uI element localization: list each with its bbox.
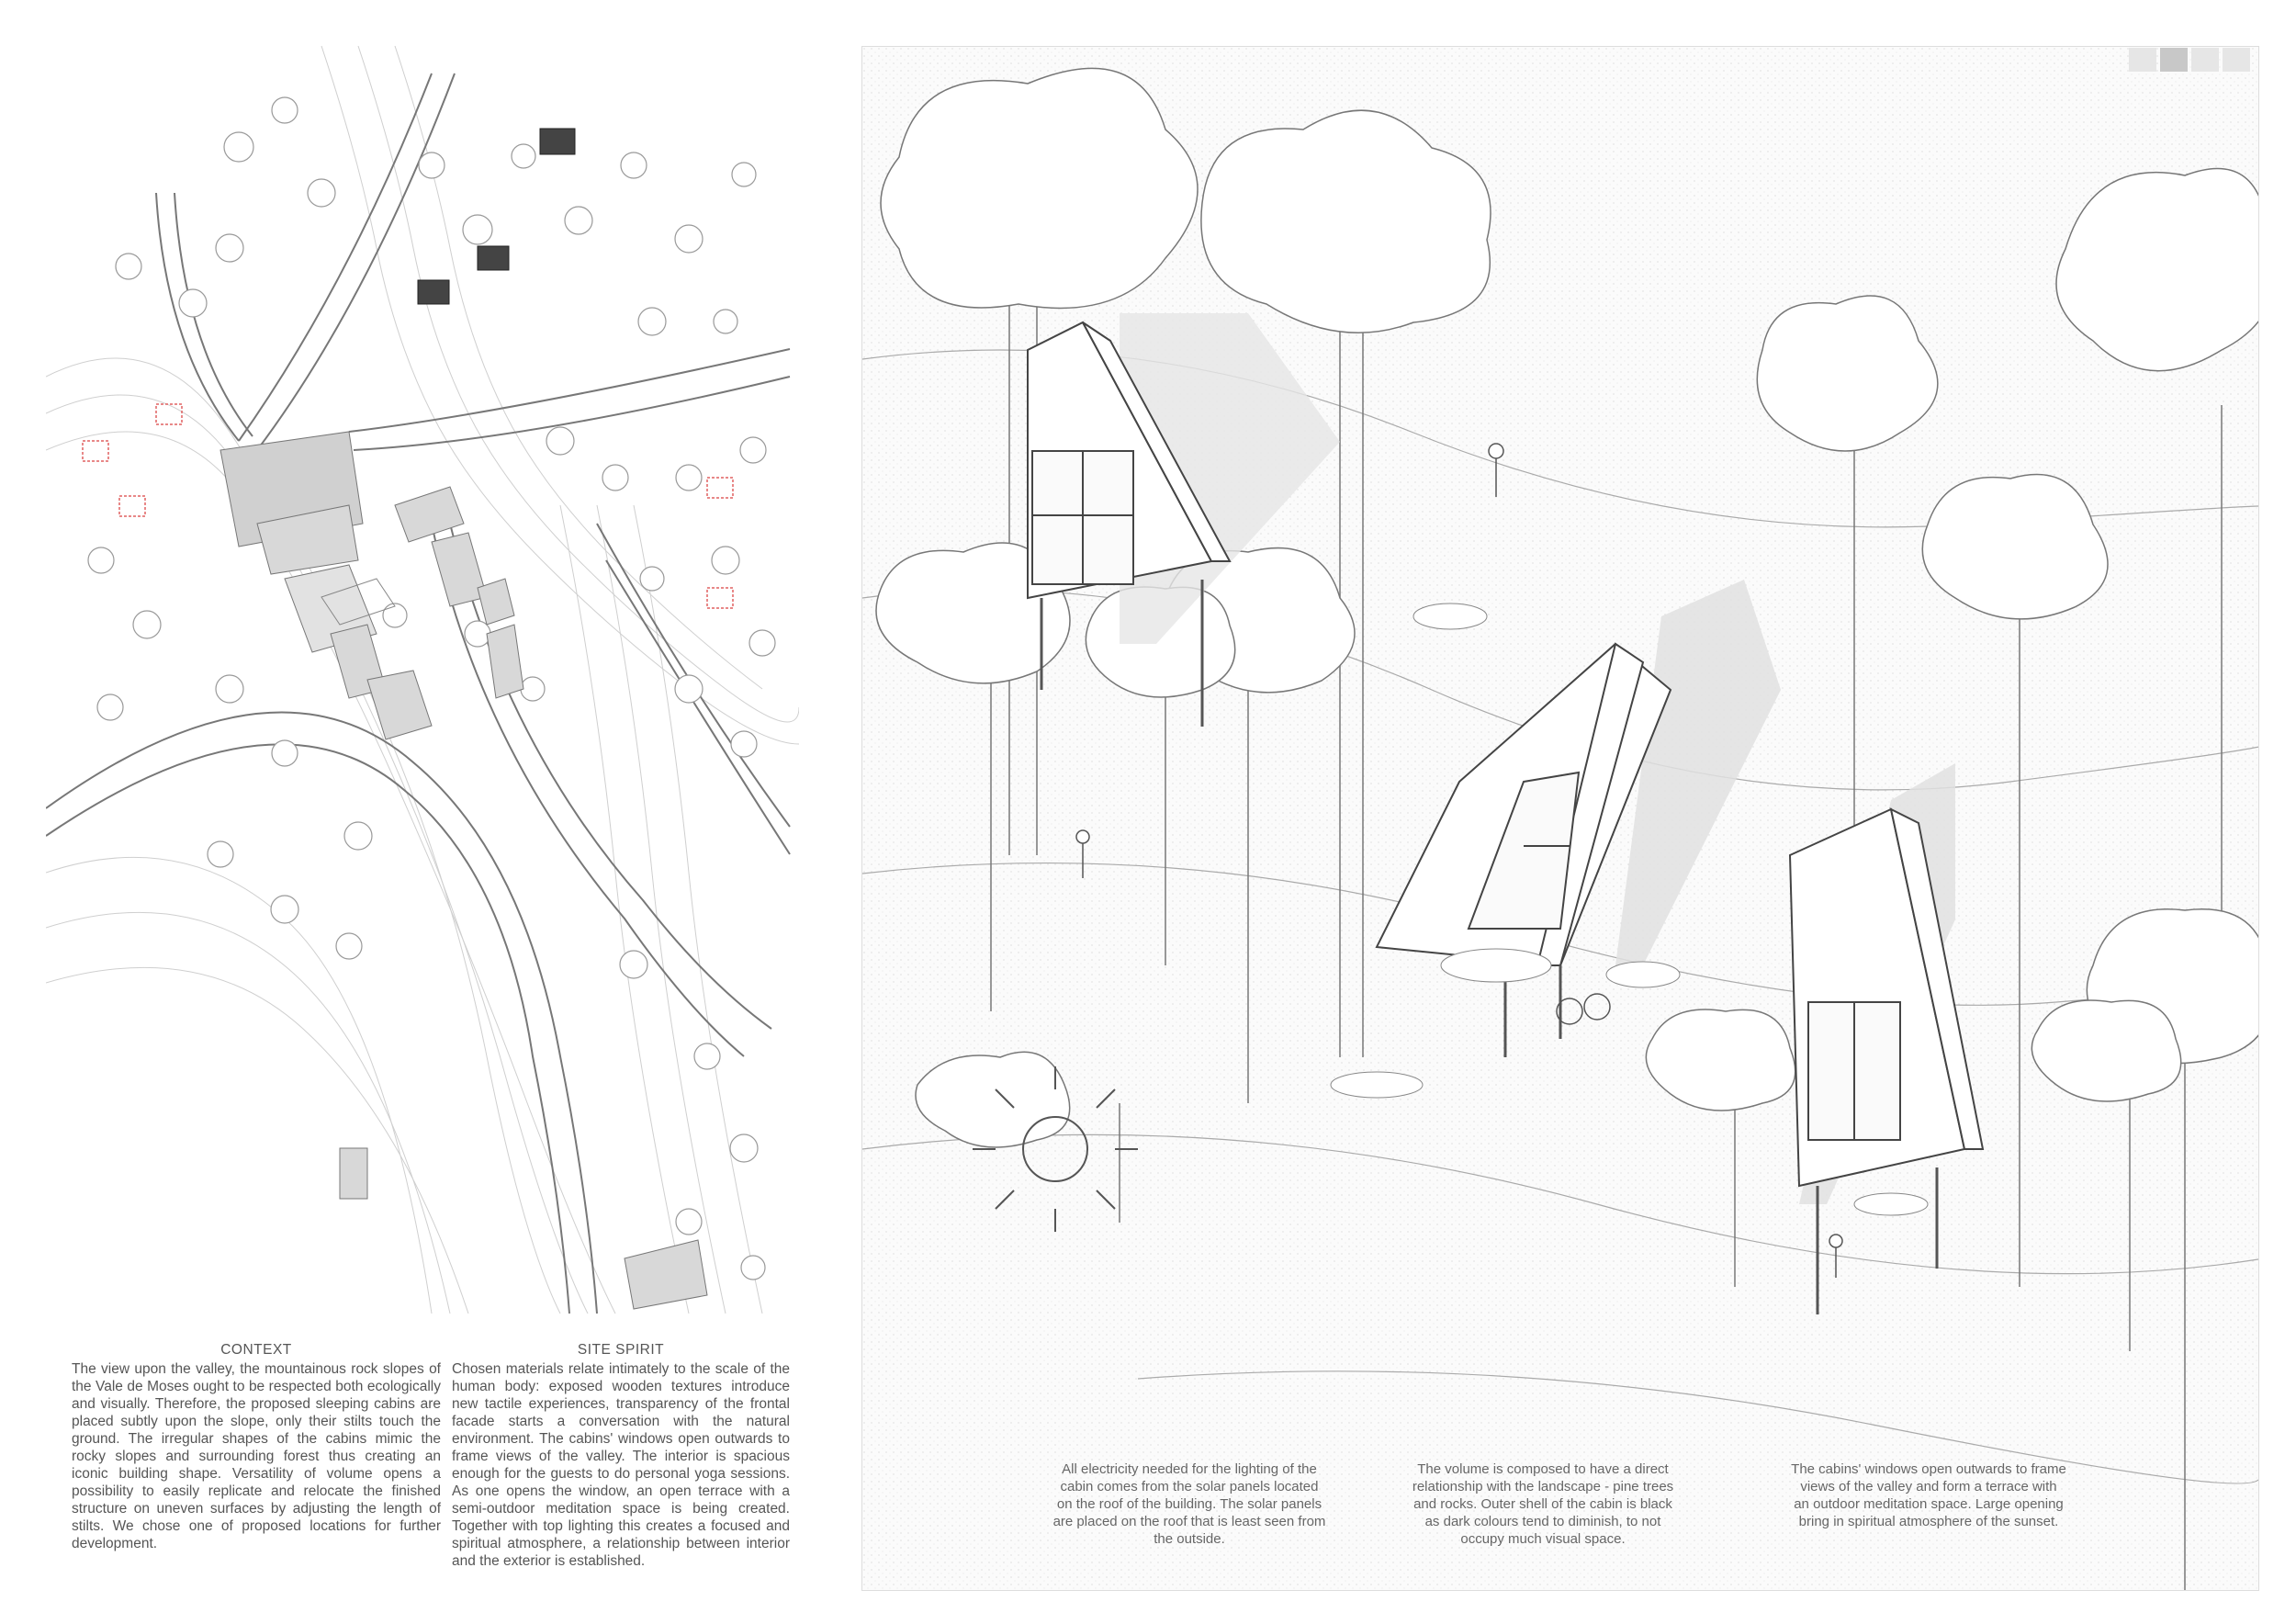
site-spirit-body: Chosen materials relate intimately to the scale of the human body: exposed wooden textures introduce new tactile experiences, transparency of the frontal facade starts a conversation with the natural environment. The cabins' windows open outwards to frame views of the valley. The interior is spacious enough for the guests to do personal yoga sessions. As one opens the window, an open terrace with a semi-outdoor meditation space is being created. Together with top lighting this creates a focused and spiritual atmosphere, a relationship between interior and the exterior is established. — [452, 1361, 790, 1569]
page-indicator — [2129, 48, 2250, 72]
caption-volume: The volume is composed to have a direct relationship with the landscape - pine trees and rocks. Outer shell of the cabin is black as dark colours tend to diminish, to not occupy much visual space. — [1412, 1461, 1674, 1547]
perspective-svg — [862, 47, 2258, 1590]
plan-trees — [88, 97, 775, 1280]
page-dot-1[interactable] — [2129, 48, 2156, 72]
caption-windows: The cabins' windows open outwards to frame views of the valley and form a terrace with an outdoor meditation space. Large opening bring in spiritual atmosphere of the sunset. — [1791, 1461, 2066, 1529]
page-dot-3[interactable] — [2191, 48, 2219, 72]
perspective-drawing — [861, 46, 2259, 1591]
context-body: The view upon the valley, the mountainous rock slopes of the Vale de Moses ought to be respected both ecologically and visually. Therefore, the proposed sleeping cabins are placed subtly upon the slope, only their stilts touch the ground. The irregular shapes of the cabins mimic the rocky slopes and surrounding forest thus creating an iconic building shape. Versatility of volume opens a possibility to easily replicate and relocate the finished structure on uneven surfaces by adjusting the length of stilts. We chose one of proposed locations for further development. — [72, 1361, 441, 1551]
context-title: CONTEXT — [220, 1342, 292, 1358]
page-dot-2[interactable] — [2160, 48, 2188, 72]
site-plan-drawing — [46, 46, 799, 1314]
caption-solar: All electricity needed for the lighting of the cabin comes from the solar panels located on the roof of the building. The solar panels are placed on the roof that is least seen from the outside. — [1052, 1461, 1326, 1547]
plan-cabins — [418, 129, 575, 304]
plan-buildings — [220, 432, 707, 1309]
context-section — [72, 1341, 441, 1552]
site-plan — [46, 46, 799, 1314]
site-spirit-section — [452, 1341, 790, 1570]
page-dot-4[interactable] — [2223, 48, 2250, 72]
site-spirit-title: SITE SPIRIT — [577, 1342, 665, 1358]
